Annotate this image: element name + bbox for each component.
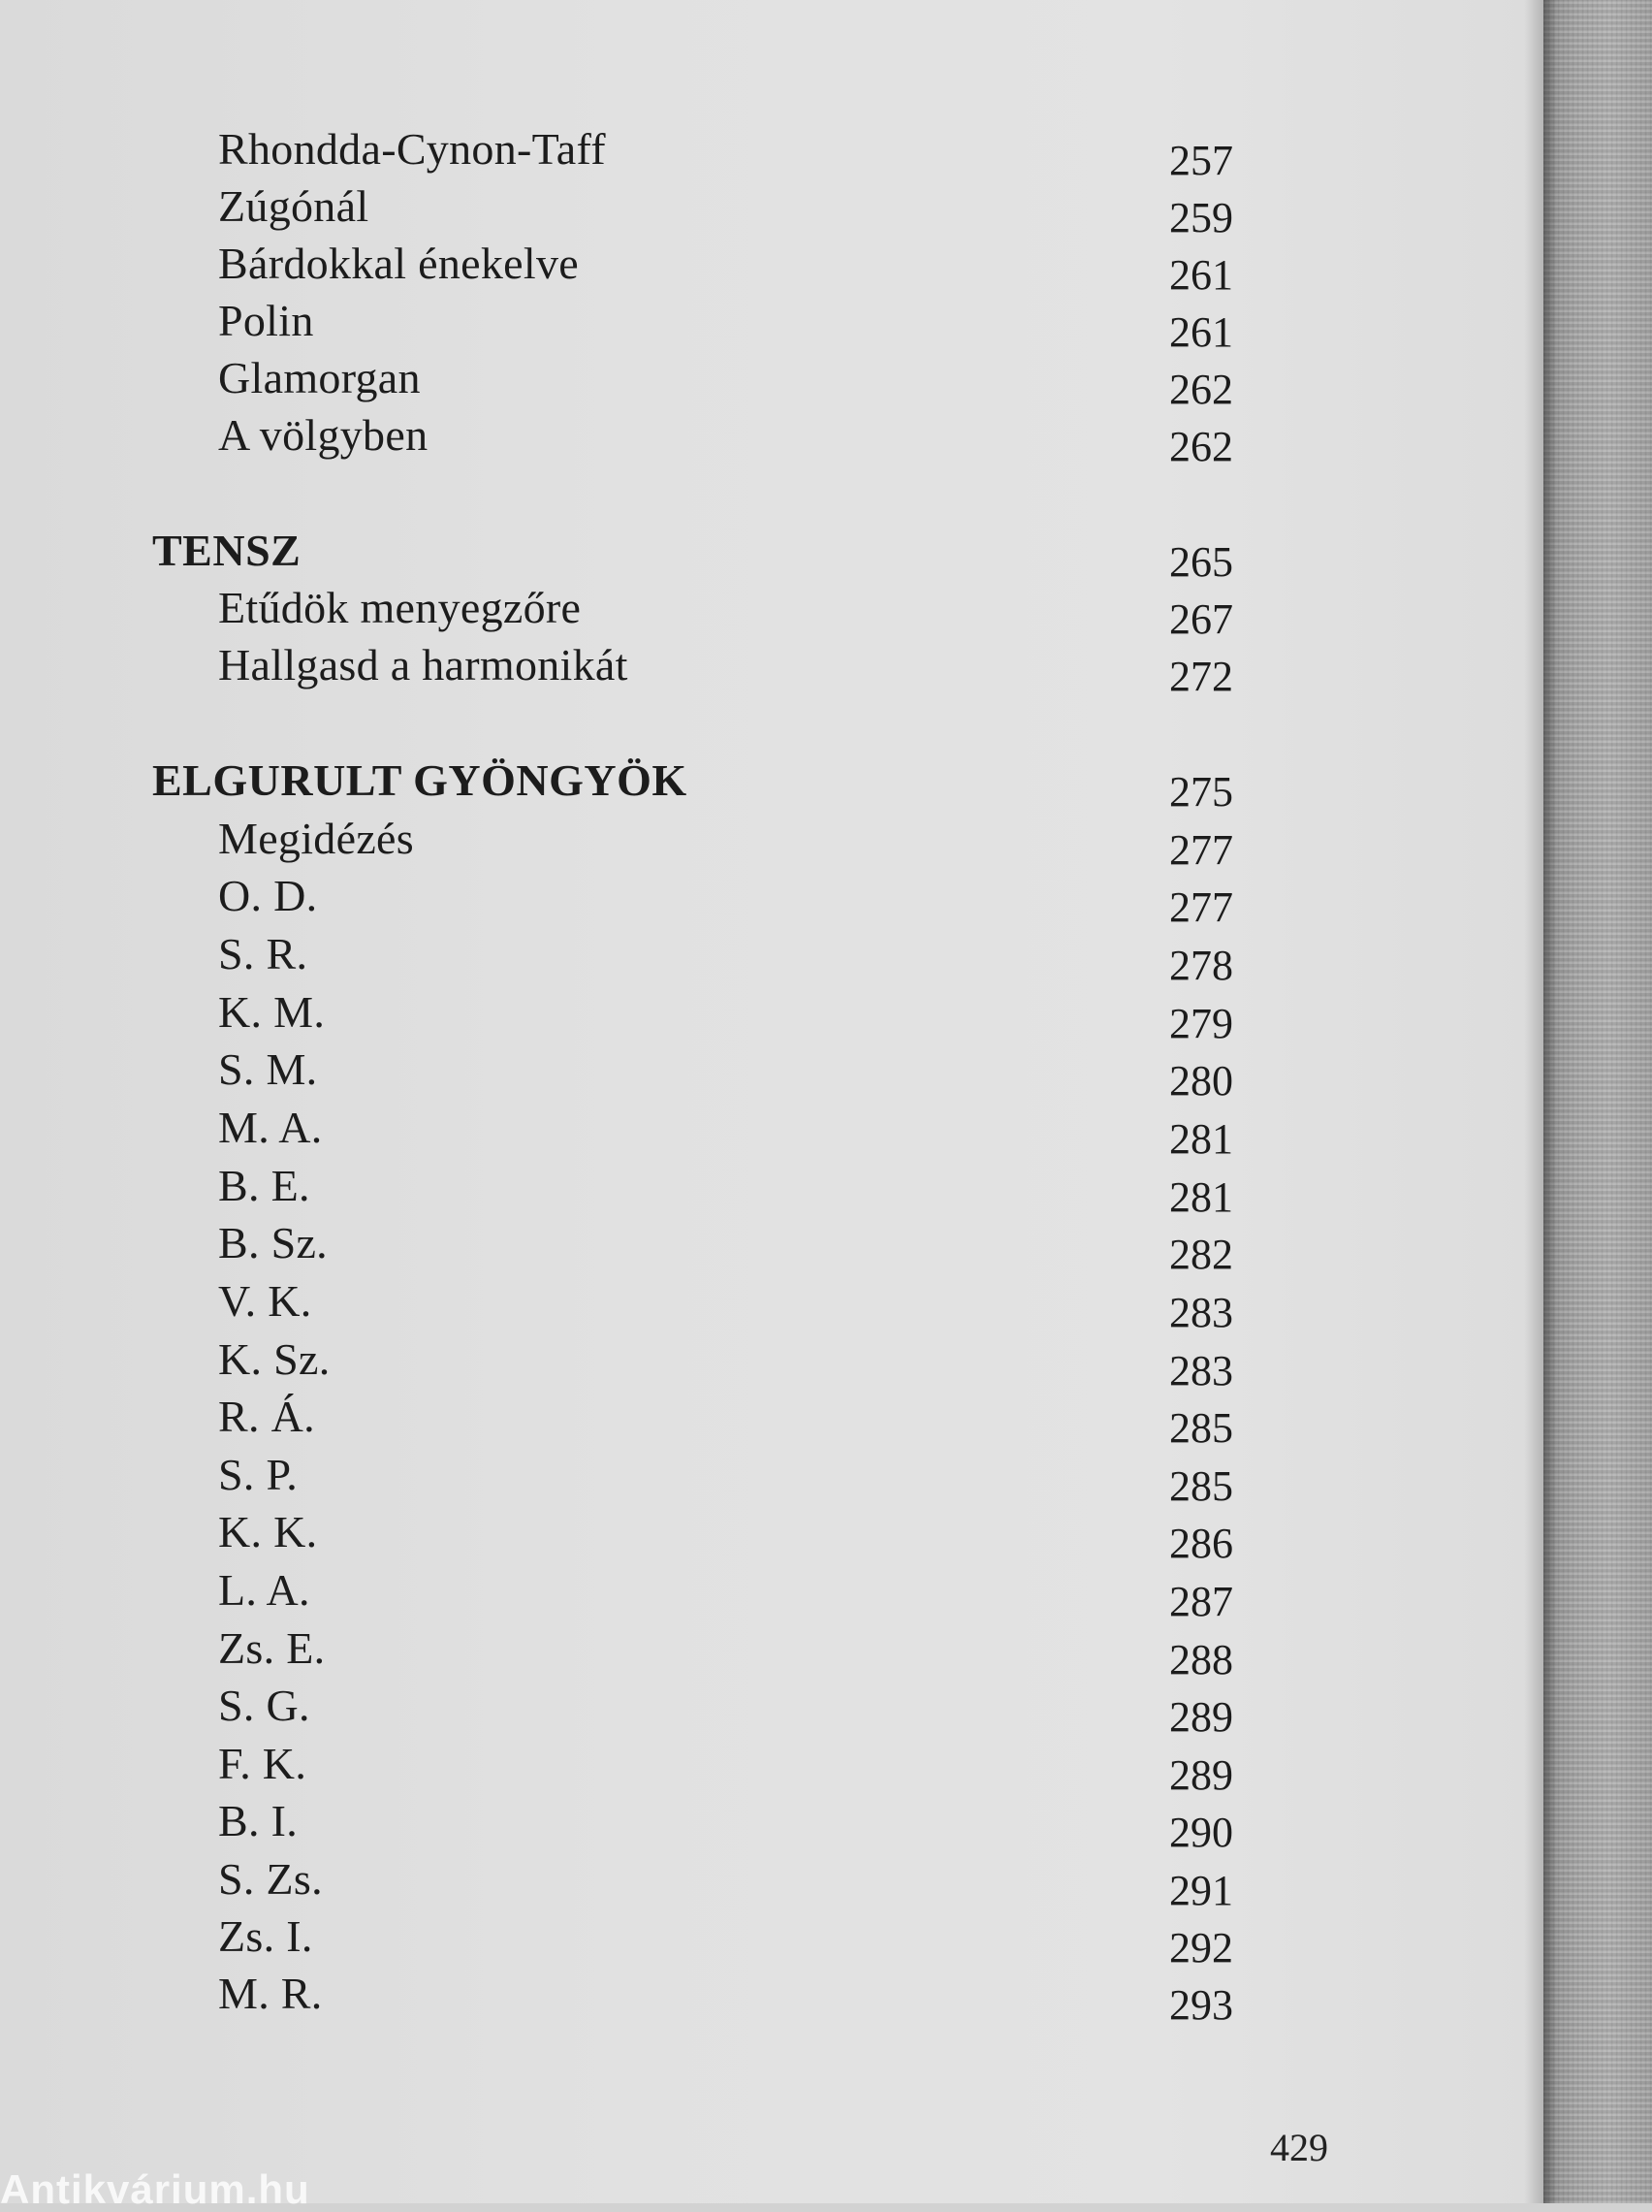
toc-entry-page: 261: [1169, 251, 1233, 299]
toc-entry: [0, 1101, 1357, 1163]
toc-entry: [0, 1390, 1357, 1452]
toc-entry-title: Etűdök menyegzőre: [218, 583, 582, 632]
toc-entry: [0, 1909, 1357, 1972]
watermark: Antikvárium.hu: [0, 2166, 310, 2212]
toc-entry: [0, 1505, 1357, 1567]
toc-entry-title: M. R.: [218, 1969, 323, 2018]
toc-entry: [0, 351, 1357, 413]
toc-entry-title: S. G.: [218, 1681, 310, 1730]
toc-entry-title: L. A.: [218, 1565, 310, 1615]
toc-entry-title: Zúgónál: [218, 181, 369, 231]
toc-entry: [0, 1042, 1357, 1105]
toc-entry-page: 289: [1169, 1693, 1233, 1741]
toc-section-page: 275: [1169, 768, 1233, 816]
toc-entry: [0, 581, 1357, 643]
toc-entry-title: K. K.: [218, 1507, 318, 1556]
toc-entry-title: B. I.: [218, 1796, 298, 1845]
toc-section-title: TENSZ: [152, 526, 302, 575]
toc-entry-page: 285: [1169, 1462, 1233, 1510]
toc-entry-page: 290: [1169, 1809, 1233, 1856]
toc-entry-title: Zs. I.: [218, 1911, 313, 1961]
toc-section-title: ELGURULT GYÖNGYÖK: [152, 755, 687, 805]
toc-entry: [0, 985, 1357, 1047]
toc-entry: [0, 294, 1357, 356]
toc-entry: [0, 1794, 1357, 1856]
toc-entry-title: K. M.: [218, 987, 326, 1037]
toc-entry-page: 257: [1169, 137, 1233, 184]
toc-entry-page: 278: [1169, 942, 1233, 989]
toc-entry-title: S. M.: [218, 1044, 318, 1094]
toc-entry-title: V. K.: [218, 1276, 312, 1326]
toc-entry-page: 293: [1169, 1981, 1233, 2029]
toc-entry: [0, 927, 1357, 989]
toc-entry: [0, 1852, 1357, 1914]
page-number: 429: [1270, 2126, 1328, 2169]
toc-entry-title: Hallgasd a harmonikát: [218, 640, 628, 689]
toc-entry-page: 272: [1169, 653, 1233, 700]
toc-entry-page: 283: [1169, 1347, 1233, 1395]
toc-entry: [0, 408, 1357, 470]
toc-entry-page: 262: [1169, 423, 1233, 470]
toc-entry-page: 291: [1169, 1867, 1233, 1914]
toc-entry-page: 262: [1169, 366, 1233, 413]
toc-entry: [0, 1679, 1357, 1741]
toc-entry-title: K. Sz.: [218, 1334, 331, 1384]
toc-entry-page: 289: [1169, 1751, 1233, 1799]
toc-entry-title: M. A.: [218, 1103, 323, 1152]
toc-entry-page: 279: [1169, 1000, 1233, 1047]
toc-entry-title: A völgyben: [218, 410, 429, 460]
toc-entry: [0, 179, 1357, 241]
toc-entry-page: 285: [1169, 1404, 1233, 1452]
toc-entry: [0, 237, 1357, 299]
toc-entry: [0, 1448, 1357, 1510]
toc-entry: [0, 1563, 1357, 1625]
toc-entry-title: Rhondda-Cynon-Taff: [218, 124, 606, 174]
page-edge-shadow: [1524, 0, 1543, 2203]
toc-entry-page: 286: [1169, 1520, 1233, 1567]
toc-entry: [0, 638, 1357, 700]
toc-entry-page: 277: [1169, 826, 1233, 874]
toc-entry: [0, 1159, 1357, 1221]
toc-entry-page: 281: [1169, 1173, 1233, 1221]
toc-entry: [0, 1967, 1357, 2029]
toc-entry-page: 283: [1169, 1289, 1233, 1336]
toc-entry-title: Glamorgan: [218, 353, 421, 402]
toc-entry: [0, 1737, 1357, 1799]
toc-entry-title: Zs. E.: [218, 1623, 326, 1673]
toc-entry: [0, 1274, 1357, 1336]
cover-shadow: [1543, 0, 1557, 2203]
toc-entry-page: 259: [1169, 194, 1233, 241]
toc-entry-page: 288: [1169, 1636, 1233, 1683]
toc-entry: [0, 122, 1357, 184]
toc-entry-page: 280: [1169, 1057, 1233, 1105]
toc-entry-page: 261: [1169, 308, 1233, 356]
toc-entry-title: Bárdokkal énekelve: [218, 239, 579, 288]
toc-entry-title: Polin: [218, 296, 314, 345]
toc-entry-title: R. Á.: [218, 1392, 315, 1441]
toc-entry-page: 267: [1169, 595, 1233, 643]
toc-entry-page: 281: [1169, 1115, 1233, 1163]
toc-section-heading: [0, 524, 1357, 586]
toc-entry-title: F. K.: [218, 1739, 307, 1788]
toc-entry: [0, 869, 1357, 931]
toc-entry-title: Megidézés: [218, 814, 414, 863]
toc-entry: [0, 1332, 1357, 1395]
toc-entry: [0, 1216, 1357, 1278]
toc-entry-title: S. Zs.: [218, 1854, 323, 1904]
toc-section-heading: [0, 753, 1357, 816]
toc-entry-page: 282: [1169, 1231, 1233, 1278]
toc-entry-page: 277: [1169, 883, 1233, 931]
toc-entry-page: 287: [1169, 1578, 1233, 1625]
toc-entry-title: S. R.: [218, 929, 308, 978]
toc-entry-title: S. P.: [218, 1450, 299, 1499]
toc-entry-title: O. D.: [218, 871, 318, 920]
toc-entry: [0, 812, 1357, 874]
toc-entry-title: B. E.: [218, 1161, 310, 1210]
toc-entry: [0, 1621, 1357, 1683]
toc-section-page: 265: [1169, 538, 1233, 586]
toc-entry-page: 292: [1169, 1924, 1233, 1972]
book-cover-edge: [1543, 0, 1652, 2203]
toc-entry-title: B. Sz.: [218, 1218, 328, 1267]
